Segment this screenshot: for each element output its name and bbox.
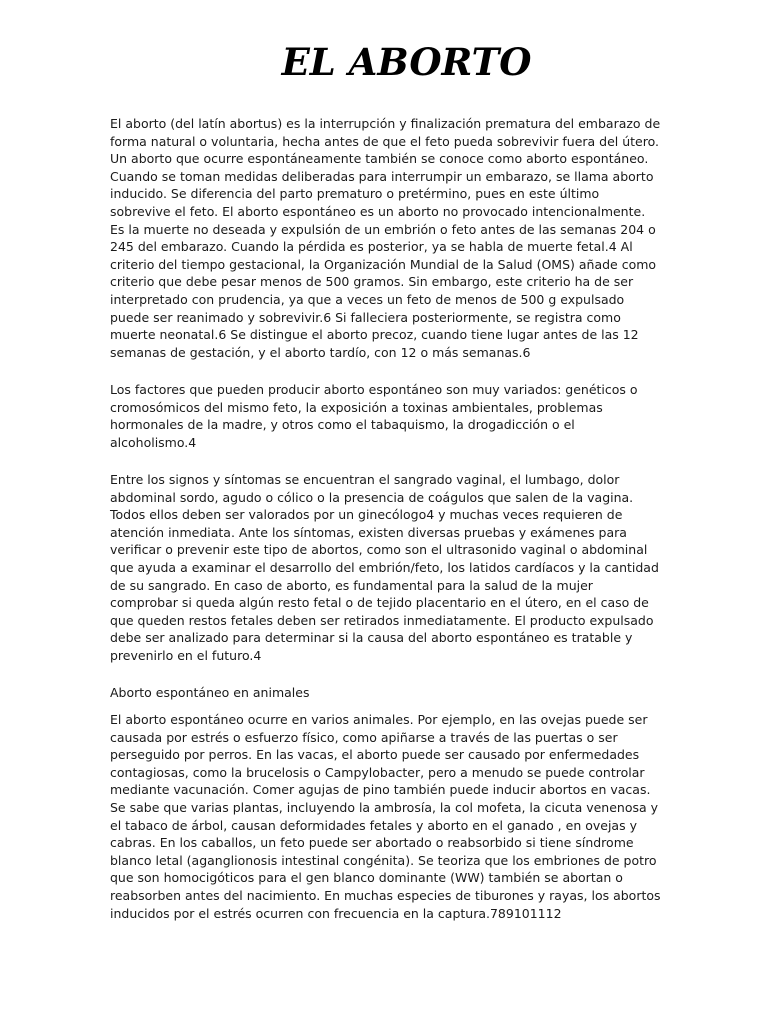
- paragraph-definition: El aborto (del latín abortus) es la interrupción y finalización prematura del embarazo de forma natural o voluntaria, hecha antes de que el feto pueda sobrevivir fuera del útero. Un aborto que ocurre espontáneamente también se conoce como aborto espontáneo. Cuando se toman medidas deliberadas para interrumpir un embarazo, se llama aborto inducido. Se diferencia del parto prematuro o pretérmino, pues en este último sobrevive el feto. El aborto espontáneo es un aborto no provocado intencionalmente. Es la muerte no deseada y expulsión de un embrión o feto antes de las semanas 204 o 245 del embarazo. Cuando la pérdida es posterior, ya se habla de muerte fetal.4 Al criterio del tiempo gestacional, la Organización Mundial de la Salud (OMS) añade como criterio que debe pesar menos de 500 gramos. Sin embargo, este criterio ha de ser interpretado con prudencia, ya que a veces un feto de menos de 500 g expulsado puede ser reanimado y sobrevivir.6 Si falleciera posteriormente, se registra como muerte neonatal.6 Se distingue el aborto precoz, cuando tiene lugar antes de las 12 semanas de gestación, y el aborto tardío, con 12 o más semanas.6: [110, 116, 661, 360]
- paragraph-symptoms: Entre los signos y síntomas se encuentran el sangrado vaginal, el lumbago, dolor abdominal sordo, agudo o cólico o la presencia de coágulos que salen de la vagina. Todos ellos deben ser valorados por un ginecólogo4 y muchas veces requieren de atención inmediata. Ante los síntomas, existen diversas pruebas y exámenes para verificar o prevenir este tipo de abortos, como son el ultrasonido vaginal o abdominal que ayuda a examinar el desarrollo del embrión/feto, los latidos cardíacos y la cantidad de su sangrado. En caso de aborto, es fundamental para la salud de la mujer comprobar si queda algún resto fetal o de tejido placentario en el útero, en el caso de que queden restos fetales deben ser retirados inmediatamente. El producto expulsado debe ser analizado para determinar si la causa del aborto espontáneo es tratable y prevenirlo en el futuro.4: [110, 472, 659, 663]
- document-title: EL ABORTO: [281, 40, 532, 84]
- paragraph-animals: El aborto espontáneo ocurre en varios animales. Por ejemplo, en las ovejas puede ser causada por estrés o esfuerzo físico, como apiñarse a través de las puertas o ser perseguido por perros. En las vacas, el aborto puede ser causado por enfermedades contagiosas, como la brucelosis o Campylobacter, pero a menudo se puede controlar mediante vacunación. Comer agujas de pino también puede inducir abortos en vacas. Se sabe que varias plantas, incluyendo la ambrosía, la col mofeta, la cicuta venenosa y el tabaco de árbol, causan deformidades fetales y aborto en el ganado , en ovejas y cabras. En los caballos, un feto puede ser abortado o reabsorbido si tiene síndrome blanco letal (aganglionosis intestinal congénita). Se teoriza que los embriones de potro que son homocigóticos para el gen blanco dominante (WW) también se abortan o reabsorben antes del nacimiento. En muchas especies de tiburones y rayas, los abortos inducidos por el estrés ocurren con frecuencia en la captura.789101112: [110, 712, 661, 921]
- section-heading-animals: Aborto espontáneo en animales: [110, 685, 310, 700]
- paragraph-causes: Los factores que pueden producir aborto espontáneo son muy variados: genéticos o cromosómicos del mismo feto, la exposición a toxinas ambientales, problemas hormonales de la madre, y otros como el tabaquismo, la drogadicción o el alcoholismo.4: [110, 382, 638, 450]
